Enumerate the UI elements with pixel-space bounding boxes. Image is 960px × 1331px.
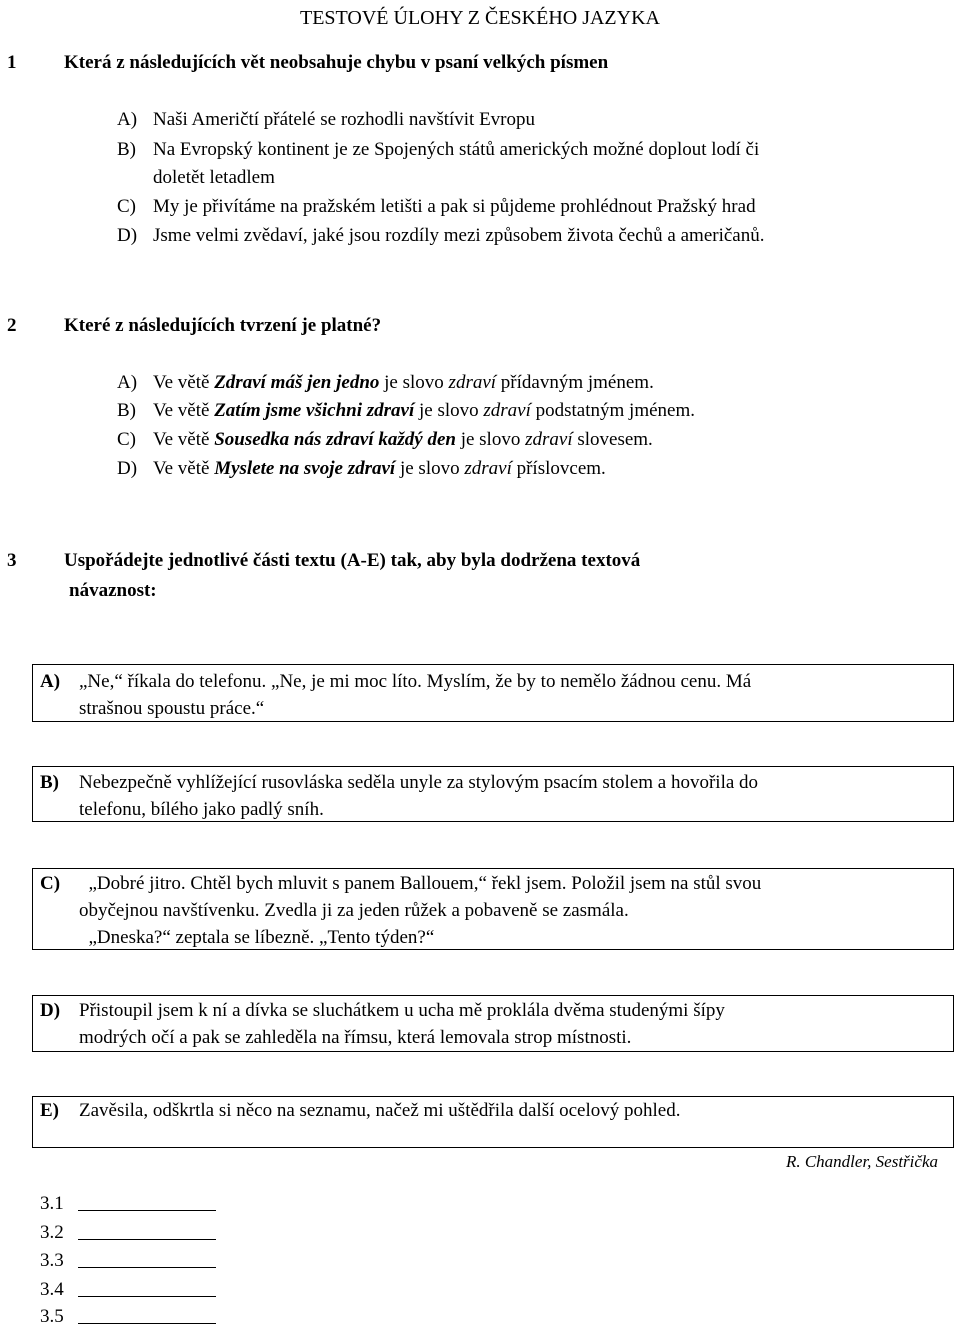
- q1-option-a[interactable]: [117, 106, 535, 134]
- target-word: zdraví: [525, 429, 573, 450]
- option-text: Na Evropský kontinent je ze Spojených států amerických možné doplout lodí či: [153, 139, 760, 160]
- part-letter: A): [40, 671, 61, 692]
- part-line: Zavěsila, odškrtla si něco na seznamu, načež mi uštědřila další ocelový pohled.: [79, 1100, 681, 1121]
- option-letter: D): [117, 225, 138, 246]
- option-pre: Ve větě: [153, 372, 215, 393]
- option-mid: je slovo: [379, 372, 449, 393]
- part-letter: E): [40, 1100, 59, 1121]
- example-sentence: Zdraví máš jen jedno: [214, 372, 380, 393]
- part-letter: C): [40, 873, 61, 894]
- option-post: podstatným jménem.: [530, 400, 695, 421]
- answer-blank-line[interactable]: [78, 1239, 216, 1240]
- question-2-number: 2: [7, 315, 17, 336]
- option-letter: B): [117, 139, 136, 160]
- example-sentence: Zatím jsme všichni zdraví: [214, 400, 415, 421]
- option-letter: C): [117, 196, 136, 217]
- page-title: TESTOVÉ ÚLOHY Z ČESKÉHO JAZYKA: [300, 7, 660, 29]
- q2-option-d[interactable]: [117, 455, 606, 483]
- option-mid: je slovo: [455, 429, 526, 450]
- option-post: přídavným jménem.: [496, 372, 654, 393]
- example-sentence: Myslete na svoje zdraví: [214, 458, 396, 479]
- option-mid: je slovo: [395, 458, 465, 479]
- source-attribution: R. Chandler, Sestřička: [785, 1152, 938, 1171]
- part-letter: B): [40, 772, 59, 793]
- q2-option-b[interactable]: [117, 397, 695, 425]
- text-part-a: [32, 664, 954, 722]
- part-line: „Dneska?“ zeptala se líbezně. „Tento týden?“: [79, 927, 435, 948]
- part-line: Nebezpečně vyhlížející rusovláska seděla unyle za stylovým psacím stolem a hovořila do: [79, 772, 759, 793]
- text-part-c: [32, 868, 954, 950]
- option-post: příslovcem.: [511, 458, 606, 479]
- part-line: „Dobré jitro. Chtěl bych mluvit s panem Ballouem,“ řekl jsem. Položil jsem na stůl svou: [79, 873, 762, 894]
- target-word: zdraví: [464, 458, 512, 479]
- target-word: zdraví: [483, 400, 531, 421]
- target-word: zdraví: [448, 372, 497, 393]
- option-post: slovesem.: [572, 429, 653, 450]
- part-line: modrých očí a pak se zahleděla na římsu, která lemovala strop místnosti.: [79, 1027, 632, 1048]
- q1-option-b[interactable]: [117, 136, 759, 164]
- answer-3-4[interactable]: [40, 1276, 64, 1304]
- q1-option-b-continuation: doletět letadlem: [153, 167, 275, 188]
- answer-blank-line[interactable]: [78, 1296, 216, 1297]
- question-1-text: Která z následujících vět neobsahuje chybu v psaní velkých písmen: [64, 52, 609, 73]
- part-line: obyčejnou navštívenku. Zvedla ji za jeden růžek a pobaveně se zasmála.: [79, 900, 629, 921]
- q2-option-c[interactable]: [117, 426, 653, 454]
- answer-3-3[interactable]: [40, 1247, 64, 1275]
- part-line: „Ne,“ říkala do telefonu. „Ne, je mi moc líto. Myslím, že by to nemělo žádnou cenu. Má: [79, 671, 752, 692]
- answer-label: 3.3: [40, 1250, 64, 1271]
- option-letter: C): [117, 429, 136, 450]
- q2-option-a[interactable]: [117, 369, 654, 397]
- answer-label: 3.1: [40, 1193, 64, 1214]
- option-pre: Ve větě: [153, 400, 215, 421]
- q1-option-c[interactable]: [117, 193, 756, 221]
- example-sentence: Sousedka nás zdraví každý den: [214, 429, 456, 450]
- answer-label: 3.4: [40, 1279, 64, 1300]
- option-text: Naši Američtí přátelé se rozhodli navštívit Evropu: [153, 109, 536, 130]
- answer-label: 3.2: [40, 1222, 64, 1243]
- answer-blank-line[interactable]: [78, 1210, 216, 1211]
- answer-blank-line[interactable]: [78, 1323, 216, 1324]
- question-3-text-line-1: Uspořádejte jednotlivé části textu (A-E) tak, aby byla dodržena textová: [64, 550, 641, 571]
- question-3-text-line-2: návaznost:: [69, 580, 157, 601]
- text-part-d: [32, 995, 954, 1052]
- question-3-number: 3: [7, 550, 17, 571]
- part-letter: D): [40, 1000, 61, 1021]
- question-1-number: 1: [7, 52, 17, 73]
- part-line: strašnou spoustu práce.“: [79, 698, 265, 719]
- option-pre: Ve větě: [153, 429, 215, 450]
- option-letter: A): [117, 372, 138, 393]
- answer-3-1[interactable]: [40, 1190, 64, 1218]
- answer-3-5[interactable]: [40, 1303, 64, 1331]
- option-letter: D): [117, 458, 138, 479]
- option-letter: A): [117, 109, 138, 130]
- option-letter: B): [117, 400, 136, 421]
- option-mid: je slovo: [414, 400, 484, 421]
- q1-option-d[interactable]: [117, 222, 764, 250]
- answer-label: 3.5: [40, 1306, 64, 1327]
- part-line: Přistoupil jsem k ní a dívka se sluchátkem u ucha mě proklála dvěma studenými šípy: [79, 1000, 725, 1021]
- part-line: telefonu, bílého jako padlý sníh.: [79, 799, 324, 820]
- answer-blank-line[interactable]: [78, 1267, 216, 1268]
- question-2-text: Které z následujících tvrzení je platné?: [64, 315, 382, 336]
- option-text: Jsme velmi zvědaví, jaké jsou rozdíly mezi způsobem života čechů a američanů.: [153, 225, 765, 246]
- answer-3-2[interactable]: [40, 1219, 64, 1247]
- text-part-b: [32, 766, 954, 822]
- option-pre: Ve větě: [153, 458, 215, 479]
- option-text: My je přivítáme na pražském letišti a pak si půjdeme prohlédnout Pražský hrad: [153, 196, 756, 217]
- text-part-e: [32, 1096, 954, 1148]
